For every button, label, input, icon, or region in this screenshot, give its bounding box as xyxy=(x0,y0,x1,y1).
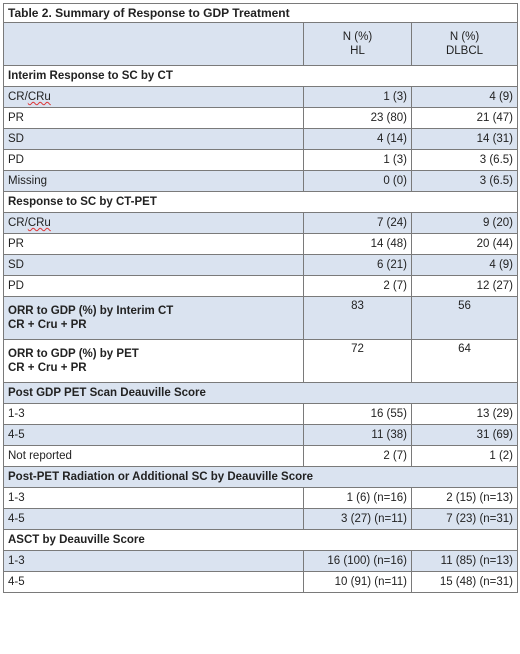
row-label: PD xyxy=(4,150,304,171)
cell-dlbcl: 12 (27) xyxy=(412,276,518,297)
cell-dlbcl: 4 (9) xyxy=(412,87,518,108)
cell-dlbcl: 2 (15) (n=13) xyxy=(412,488,518,509)
cell-hl: 2 (7) xyxy=(304,276,412,297)
cell-dlbcl: 7 (23) (n=31) xyxy=(412,509,518,530)
table-row xyxy=(4,446,518,467)
cell-dlbcl: 31 (69) xyxy=(412,425,518,446)
section-title-deauville: Post GDP PET Scan Deauville Score xyxy=(4,383,518,404)
header-hl xyxy=(304,23,412,66)
cell-hl: 4 (14) xyxy=(304,129,412,150)
cell-dlbcl: 14 (31) xyxy=(412,129,518,150)
cell-dlbcl: 13 (29) xyxy=(412,404,518,425)
cell-hl: 1 (3) xyxy=(304,150,412,171)
row-label: PR xyxy=(4,108,304,129)
header-empty-cell xyxy=(4,23,304,66)
section-title-radiation: Post-PET Radiation or Additional SC by Deauville Score xyxy=(4,467,518,488)
table-title: Table 2. Summary of Response to GDP Treatment xyxy=(4,4,518,23)
table-row xyxy=(4,108,518,129)
row-label-cr: CR/ xyxy=(8,217,28,229)
cell-hl: 3 (27) (n=11) xyxy=(304,509,412,530)
cell-hl: 16 (100) (n=16) xyxy=(304,551,412,572)
table-row xyxy=(4,255,518,276)
cell-dlbcl: 4 (9) xyxy=(412,255,518,276)
orr-pet-formula: CR + Cru + PR xyxy=(8,362,87,374)
cell-dlbcl: 9 (20) xyxy=(412,213,518,234)
row-label: 4-5 xyxy=(4,509,304,530)
row-label: PD xyxy=(4,276,304,297)
table-row xyxy=(4,572,518,593)
cell-hl: 16 (55) xyxy=(304,404,412,425)
cell-dlbcl: 56 xyxy=(412,297,518,340)
cell-dlbcl: 21 (47) xyxy=(412,108,518,129)
orr-ct-title: ORR to GDP (%) by Interim CT xyxy=(8,305,174,317)
section-title-interim-ct: Interim Response to SC by CT xyxy=(4,66,518,87)
cell-hl: 1 (6) (n=16) xyxy=(304,488,412,509)
cell-hl: 83 xyxy=(304,297,412,340)
response-summary-table xyxy=(3,3,518,593)
table-row xyxy=(4,129,518,150)
cell-dlbcl: 11 (85) (n=13) xyxy=(412,551,518,572)
row-label-cru: CRu xyxy=(27,91,51,103)
table-row xyxy=(4,150,518,171)
table-container xyxy=(3,3,517,593)
row-label-cru: CRu xyxy=(27,217,51,229)
orr-ct-row xyxy=(4,297,518,340)
header-row xyxy=(4,23,518,66)
section-title-asct: ASCT by Deauville Score xyxy=(4,530,518,551)
orr-ct-formula: CR + Cru + PR xyxy=(8,319,87,331)
cell-dlbcl: 3 (6.5) xyxy=(412,150,518,171)
row-label: Missing xyxy=(4,171,304,192)
row-label xyxy=(4,87,304,108)
table-row xyxy=(4,551,518,572)
cell-hl: 6 (21) xyxy=(304,255,412,276)
orr-pet-row xyxy=(4,340,518,383)
table-row xyxy=(4,87,518,108)
cell-dlbcl: 20 (44) xyxy=(412,234,518,255)
row-label: 1-3 xyxy=(4,551,304,572)
cell-hl: 7 (24) xyxy=(304,213,412,234)
row-label: 1-3 xyxy=(4,488,304,509)
header-hl-n: N (%) xyxy=(342,31,373,43)
table-row xyxy=(4,234,518,255)
row-label: SD xyxy=(4,255,304,276)
section-title-ct-pet: Response to SC by CT-PET xyxy=(4,192,518,213)
cell-hl: 10 (91) (n=11) xyxy=(304,572,412,593)
table-row xyxy=(4,213,518,234)
row-label xyxy=(4,213,304,234)
cell-hl: 11 (38) xyxy=(304,425,412,446)
table-row xyxy=(4,276,518,297)
header-dlbcl-n: N (%) xyxy=(449,31,480,43)
cell-dlbcl: 1 (2) xyxy=(412,446,518,467)
table-row xyxy=(4,171,518,192)
table-row xyxy=(4,488,518,509)
orr-pet-title: ORR to GDP (%) by PET xyxy=(8,348,139,360)
row-label: 4-5 xyxy=(4,572,304,593)
header-hl-label: HL xyxy=(350,45,365,57)
row-label: 4-5 xyxy=(4,425,304,446)
row-label: Not reported xyxy=(4,446,304,467)
cell-hl: 1 (3) xyxy=(304,87,412,108)
header-dlbcl-label: DLBCL xyxy=(445,45,484,57)
cell-dlbcl: 64 xyxy=(412,340,518,383)
cell-hl: 72 xyxy=(304,340,412,383)
row-label: 1-3 xyxy=(4,404,304,425)
table-row xyxy=(4,404,518,425)
table-row xyxy=(4,509,518,530)
orr-pet-label xyxy=(4,340,304,383)
cell-hl: 14 (48) xyxy=(304,234,412,255)
cell-hl: 0 (0) xyxy=(304,171,412,192)
row-label: SD xyxy=(4,129,304,150)
table-row xyxy=(4,425,518,446)
row-label: PR xyxy=(4,234,304,255)
cell-dlbcl: 3 (6.5) xyxy=(412,171,518,192)
orr-ct-label xyxy=(4,297,304,340)
cell-hl: 2 (7) xyxy=(304,446,412,467)
cell-dlbcl: 15 (48) (n=31) xyxy=(412,572,518,593)
cell-hl: 23 (80) xyxy=(304,108,412,129)
row-label-cr: CR/ xyxy=(8,91,28,103)
header-dlbcl xyxy=(412,23,518,66)
